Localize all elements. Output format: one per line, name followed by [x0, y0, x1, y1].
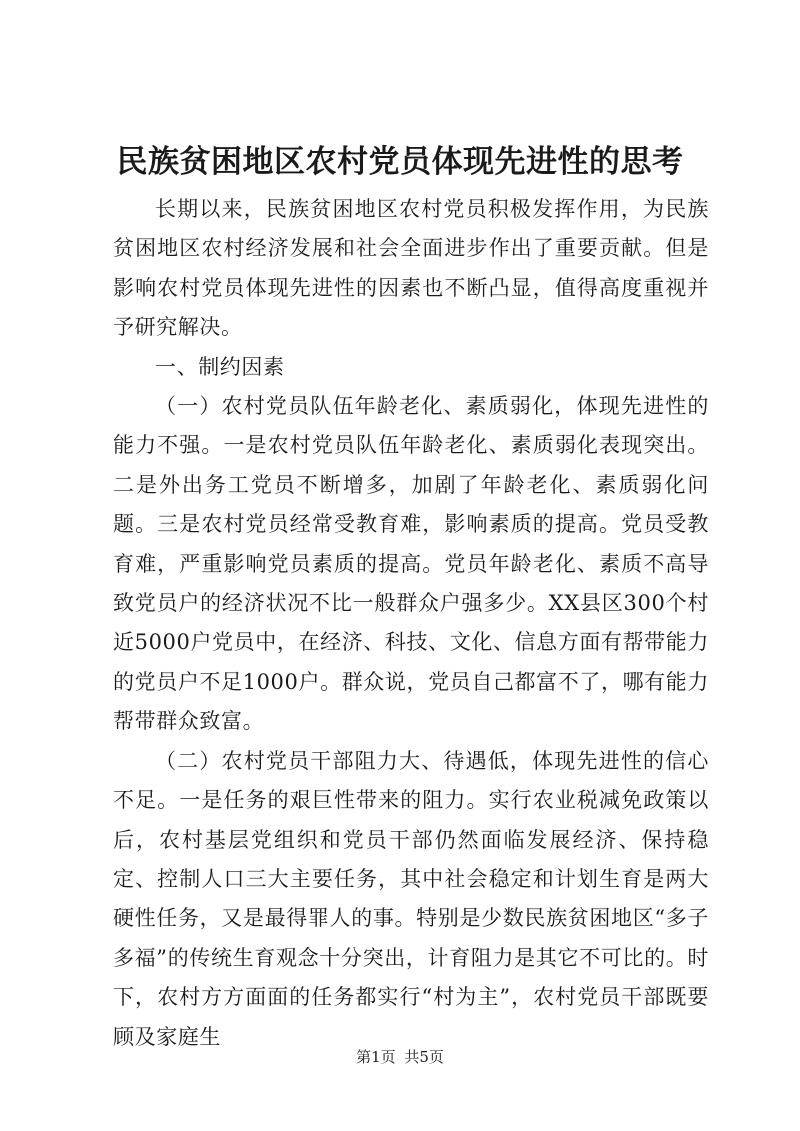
paragraph-point-two: （二）农村党员干部阻力大、待遇低，体现先进性的信心不足。一是任务的艰巨性带来的阻力。实行农业税减免政策以后，农村基层党组织和党员干部仍然面临发展经济、保持稳定、控制人口三大主要任务，其中社会稳定和计划生育是两大硬性任务，又是最得罪人的事。特别是少数民族贫困地区“多子多福”的传统生育观念十分突出，计育阻力是其它不可比的。时下，农村方方面面的任务都实行“村为主”，农村党员干部既要顾及家庭生 [113, 748, 709, 1049]
document-title: 民族贫困地区农村党员体现先进性的思考 [116, 144, 684, 180]
document-body [113, 190, 709, 1057]
section-heading: 一、制约因素 [155, 354, 285, 379]
intro-paragraph: 长期以来，民族贫困地区农村党员积极发挥作用，为民族贫困地区农村经济发展和社会全面进步作出了重要贡献。但是影响农村党员体现先进性的因素也不断凸显，值得高度重视并予研究解决。 [113, 197, 709, 340]
paragraph-point-one: （一）农村党员队伍年龄老化、素质弱化，体现先进性的能力不强。一是农村党员队伍年龄老化、素质弱化表现突出。二是外出务工党员不断增多，加剧了年龄老化、素质弱化问题。三是农村党员经常受教育难，影响素质的提高。党员受教育难，严重影响党员素质的提高。党员年龄老化、素质不高导致党员户的经济状况不比一般群众户强多少。XX县区300个村近5000户党员中，在经济、科技、文化、信息方面有帮带能力的党员户不足1000户。群众说，党员自己都富不了，哪有能力帮带群众致富。 [113, 394, 709, 734]
page-number-footer: 第1页 共5页 [356, 1048, 444, 1066]
